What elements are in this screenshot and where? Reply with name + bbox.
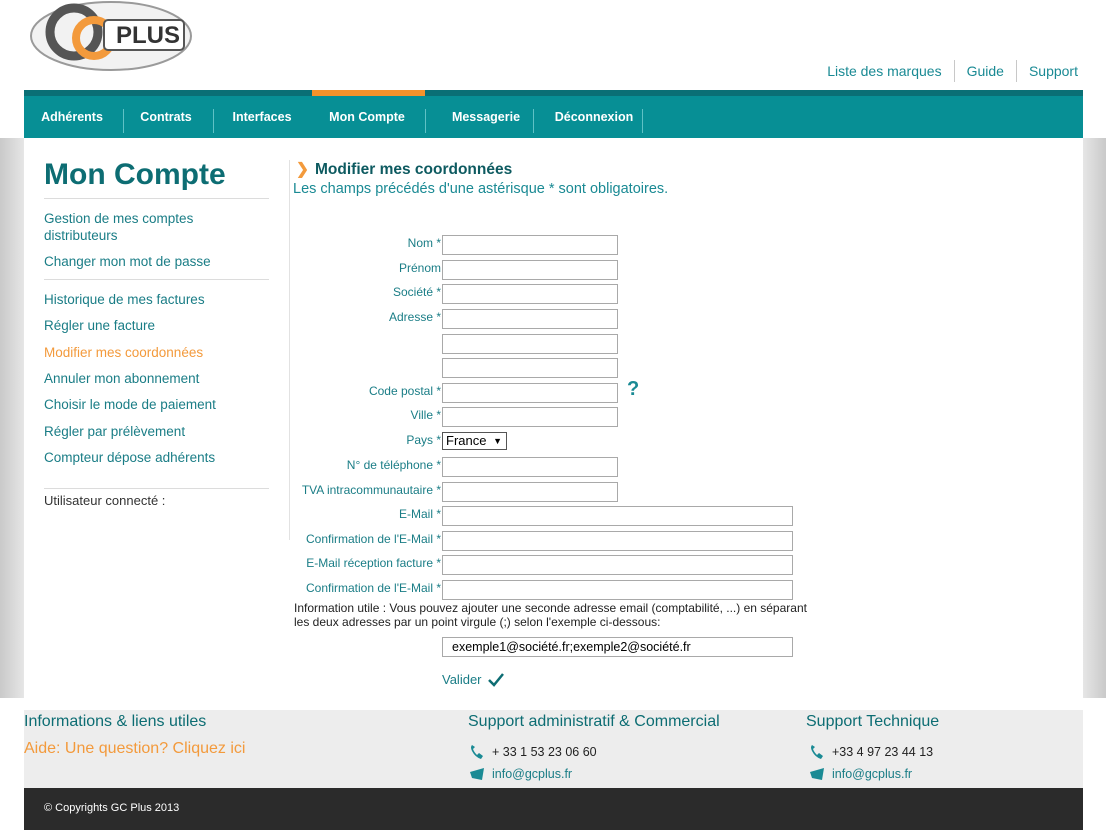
sidebar-divider [44, 198, 269, 199]
sidebar-item-mot-de-passe[interactable]: Changer mon mot de passe [44, 254, 211, 269]
nav-deconnexion[interactable]: Déconnexion [554, 110, 634, 124]
copyright-bar [24, 788, 1083, 830]
nav-mon-compte[interactable]: Mon Compte [329, 110, 405, 124]
email-facture-confirm-field[interactable] [442, 580, 793, 600]
sidebar-item-compteur-depose[interactable]: Compteur dépose adhérents [44, 450, 216, 465]
sidebar-item-annuler-abonnement[interactable]: Annuler mon abonnement [44, 371, 200, 386]
footer-info-title: Informations & liens utiles [24, 713, 207, 730]
nav-divider [213, 109, 214, 133]
footer-admin-email[interactable] [470, 767, 572, 781]
side-shadow-left [0, 138, 24, 698]
info-text: Information utile : Vous pouvez ajouter une seconde adresse email (comptabilité, ...) en séparant les deux adresses par un point virgule (;) selon l'exemple ci-dessous: [294, 601, 807, 629]
email-field[interactable] [442, 506, 793, 526]
adresse-field-2[interactable] [442, 334, 618, 354]
code-postal-field[interactable] [442, 383, 618, 403]
label-adresse: Adresse * [388, 310, 441, 324]
pays-selected-value: France [446, 433, 487, 448]
label-email: E-Mail * [398, 507, 441, 521]
checkmark-icon [488, 673, 504, 687]
pays-select[interactable] [442, 432, 507, 450]
admin-email-text: info@gcplus.fr [492, 767, 573, 781]
sidebar-item-modifier-coordonnees[interactable]: Modifier mes coordonnées [44, 345, 204, 360]
label-email-facture-confirm: Confirmation de l'E-Mail * [305, 581, 441, 595]
label-ville: Ville * [410, 408, 441, 422]
logo-text: PLUS [116, 22, 181, 49]
tech-email-text: info@gcplus.fr [832, 767, 913, 781]
label-prenom: Prénom [398, 261, 441, 275]
label-tva: TVA intracommunautaire * [301, 483, 441, 497]
email-confirm-field[interactable] [442, 531, 793, 551]
label-email-facture: E-Mail réception facture * [306, 556, 441, 570]
sidebar-item-mode-paiement[interactable]: Choisir le mode de paiement [44, 397, 216, 412]
nav-divider [533, 109, 534, 133]
sidebar-divider [44, 488, 269, 489]
gcplus-logo[interactable] [28, 0, 194, 74]
ville-field[interactable] [442, 407, 618, 427]
sidebar-item-comptes-distributeurs[interactable]: Gestion de mes comptes distributeurs [44, 211, 194, 243]
nav-divider [642, 109, 643, 133]
label-nom: Nom * [407, 236, 441, 250]
tva-field[interactable] [442, 482, 618, 502]
label-societe: Société * [392, 285, 441, 299]
phone-icon [470, 744, 484, 760]
nav-contrats[interactable]: Contrats [140, 110, 192, 124]
top-link-marques[interactable]: Liste des marques [827, 63, 942, 79]
footer-tech-title: Support Technique [806, 713, 940, 730]
top-link-guide[interactable]: Guide [966, 63, 1004, 79]
footer-tech-email[interactable] [810, 767, 912, 781]
submit-button[interactable] [442, 672, 504, 687]
footer-admin-phone [470, 744, 597, 760]
help-icon[interactable]: ? [627, 378, 640, 400]
form-subtitle: Les champs précédés d'une astérisque * sont obligatoires. [293, 181, 669, 197]
footer-admin-title: Support administratif & Commercial [468, 713, 720, 730]
mail-icon [470, 768, 484, 780]
societe-field[interactable] [442, 284, 618, 304]
top-links [815, 60, 1078, 82]
email-facture-field[interactable] [442, 555, 793, 575]
label-code-postal: Code postal * [368, 384, 441, 398]
chevron-right-icon: ❯ [296, 161, 309, 178]
sidebar-item-regler-facture[interactable]: Régler une facture [44, 318, 156, 333]
nav-divider [425, 109, 426, 133]
footer-tech-phone [810, 744, 933, 760]
top-link-support[interactable]: Support [1028, 63, 1078, 79]
form-title [296, 160, 512, 179]
nav-divider [123, 109, 124, 133]
email-example-box: exemple1@société.fr;exemple2@société.fr [442, 637, 793, 657]
adresse-field-3[interactable] [442, 358, 618, 378]
nav-messagerie[interactable]: Messagerie [451, 110, 521, 124]
prenom-field[interactable] [442, 260, 618, 280]
adresse-field-1[interactable] [442, 309, 618, 329]
main-nav [24, 90, 1083, 138]
sidebar-item-prelevement[interactable]: Régler par prélèvement [44, 424, 186, 439]
connected-user-label: Utilisateur connecté : [44, 493, 166, 508]
form-title-text: Modifier mes coordonnées [315, 161, 513, 178]
nav-adherents[interactable]: Adhérents [41, 110, 103, 124]
nav-interfaces[interactable]: Interfaces [232, 110, 292, 124]
telephone-field[interactable] [442, 457, 618, 477]
nom-field[interactable] [442, 235, 618, 255]
copyright-text: © Copyrights GC Plus 2013 [44, 802, 180, 814]
admin-phone-text: + 33 1 53 23 06 60 [492, 745, 597, 759]
footer-help-link[interactable]: Aide: Une question? Cliquez ici [24, 740, 246, 757]
label-telephone: N° de téléphone * [346, 458, 441, 472]
label-pays: Pays * [406, 433, 441, 447]
phone-icon [810, 744, 824, 760]
sidebar-item-historique-factures[interactable]: Historique de mes factures [44, 292, 205, 307]
label-email-confirm: Confirmation de l'E-Mail * [305, 532, 441, 546]
sidebar-divider [44, 279, 269, 280]
dropdown-arrow-icon: ▼ [493, 436, 502, 446]
mail-icon [810, 768, 824, 780]
content-divider [289, 160, 290, 540]
tech-phone-text: +33 4 97 23 44 13 [832, 745, 934, 759]
submit-label: Valider [442, 672, 482, 687]
side-shadow-right [1083, 138, 1106, 698]
sidebar-title: Mon Compte [44, 158, 226, 191]
